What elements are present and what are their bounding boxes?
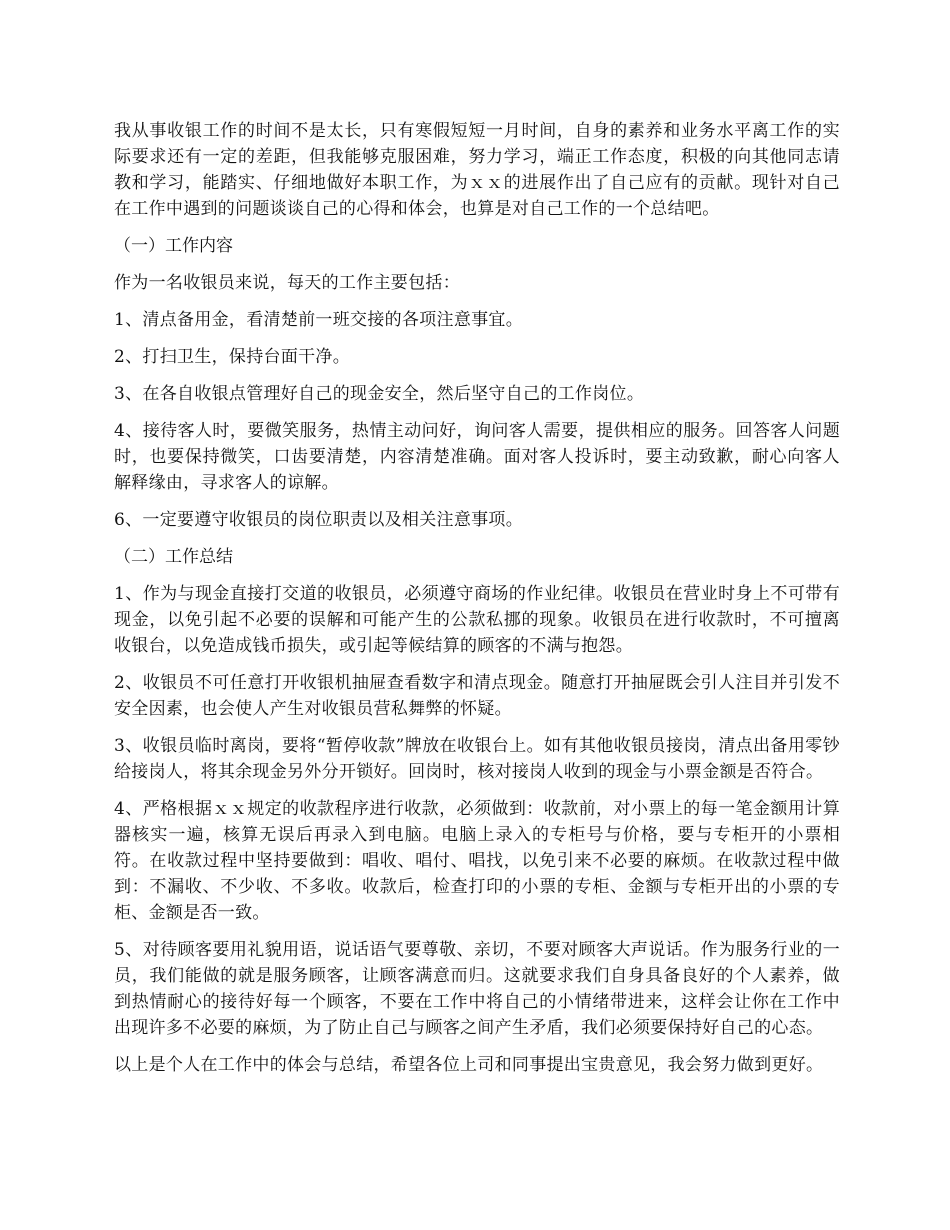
section-lead-paragraph: 作为一名收银员来说，每天的工作主要包括： (114, 273, 460, 293)
work-summary-item-3: 3、收银员临时离岗，要将“暂停收款”牌放在收银台上。如有其他收银员接岗，清点出备用零钞给接岗人，将其余现金另外分开锁好。回岗时，核对接岗人收到的现金与小票金额是否符合。 (114, 736, 840, 782)
work-summary-item-1: 1、作为与现金直接打交道的收银员，必须遵守商场的作业纪律。收银员在营业时身上不可带有现金，以免引起不必要的误解和可能产生的公款私挪的现象。收银员在进行收款时，不可擅离收银台，以免造成钱币损失，或引起等候结算的顾客的不满与抱怨。 (114, 584, 840, 656)
work-summary-item-2: 2、收银员不可任意打开收银机抽屉查看数字和清点现金。随意打开抽屉既会引人注目并引发不安全因素，也会使人产生对收银员营私舞弊的怀疑。 (114, 673, 840, 719)
section-heading-work-summary: （二）工作总结 (114, 547, 233, 567)
work-content-item-3: 3、在各自收银点管理好自己的现金安全，然后坚守自己的工作岗位。 (114, 384, 645, 404)
work-content-item-6: 6、一定要遵守收银员的岗位职责以及相关注意事项。 (114, 510, 524, 530)
section-heading-work-content: （一）工作内容 (114, 236, 233, 256)
intro-paragraph: 我从事收银工作的时间不是太长，只有寒假短短一月时间，自身的素养和业务水平离工作的实际要求还有一定的差距，但我能够克服困难，努力学习，端正工作态度，积极的向其他同志请教和学习，能踏实、仔细地做好本职工作，为ｘｘ的进展作出了自己应有的贡献。现针对自己在工作中遇到的问题谈谈自己的心得和体会，也算是对自己工作的一个总结吧。 (114, 121, 840, 219)
work-summary-item-4: 4、严格根据ｘｘ规定的收款程序进行收款，必须做到：收款前，对小票上的每一笔金额用计算器核实一遍，核算无误后再录入到电脑。电脑上录入的专柜号与价格，要与专柜开的小票相符。在收款过程中坚持要做到：唱收、唱付、唱找，以免引来不必要的麻烦。在收款过程中做到：不漏收、不少收、不多收。收款后，检查打印的小票的专柜、金额与专柜开出的小票的专柜、金额是否一致。 (114, 799, 840, 923)
document-body (114, 118, 840, 1089)
work-summary-item-5: 5、对待顾客要用礼貌用语，说话语气要尊敬、亲切，不要对顾客大声说话。作为服务行业的一员，我们能做的就是服务顾客，让顾客满意而归。这就要求我们自身具备良好的个人素养，做到热情耐心的接待好每一个顾客，不要在工作中将自己的小情绪带进来，这样会让你在工作中出现许多不必要的麻烦，为了防止自己与顾客之间产生矛盾，我们必须要保持好自己的心态。 (114, 940, 840, 1038)
closing-paragraph: 以上是个人在工作中的体会与总结，希望各位上司和同事提出宝贵意见，我会努力做到更好。 (114, 1055, 824, 1075)
work-content-item-4: 4、接待客人时，要微笑服务，热情主动问好，询问客人需要，提供相应的服务。回答客人问题时，也要保持微笑，口齿要清楚，内容清楚准确。面对客人投诉时，要主动致歉，耐心向客人解释缘由，寻求客人的谅解。 (114, 421, 840, 493)
work-content-item-2: 2、打扫卫生，保持台面干净。 (114, 347, 351, 367)
work-content-item-1: 1、清点备用金，看清楚前一班交接的各项注意事宜。 (114, 310, 524, 330)
